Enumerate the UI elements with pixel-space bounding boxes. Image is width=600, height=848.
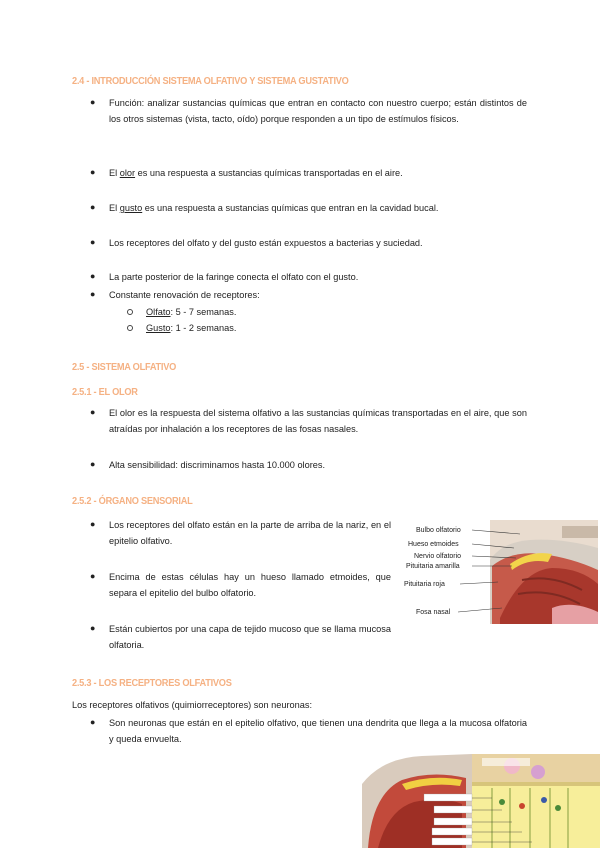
olfactory-receptors-figure	[362, 754, 600, 848]
sub-bullet-olfato	[146, 304, 236, 320]
sub-bullet-gusto	[146, 320, 236, 336]
intro-bullet-funcion: Función: analizar sustancias químicas que entran en contacto con nuestro cuerpo; están distintos de los otros sistemas (vista, tacto, oído) porque responden a un tipo de estímulos físicos.	[109, 98, 527, 124]
bullet-dot: ●	[90, 237, 96, 247]
text: es una respuesta a sustancias químicas transportadas en el aire.	[135, 168, 403, 178]
intro-bullet-gusto	[109, 200, 527, 216]
organo-bullet-etmoides: Encima de estas células hay un hueso llamado etmoides, que separa el epitelio del bulbo olfatorio.	[109, 572, 391, 598]
organo-bullet-receptores: Los receptores del olfato están en la parte de arriba de la nariz, en el epitelio olfativo.	[109, 520, 391, 546]
underlined-term: gusto	[119, 203, 143, 213]
heading-2-5-2: 2.5.2 - ÓRGANO SENSORIAL	[72, 495, 193, 507]
intro-bullet-faringe: La parte posterior de la faringe conecta el olfato con el gusto.	[109, 272, 359, 282]
text: El	[109, 203, 120, 213]
nasal-anatomy-figure	[402, 520, 598, 624]
bullet-dot: ●	[90, 289, 96, 299]
text: : 5 - 7 semanas.	[170, 307, 237, 317]
intro-bullet-renovacion: Constante renovación de receptores:	[109, 290, 260, 300]
olor-bullet-sensibilidad: Alta sensibilidad: discriminamos hasta 10.000 olores.	[109, 460, 326, 470]
heading-2-5: 2.5 - SISTEMA OLFATIVO	[72, 361, 177, 373]
label-nervio-olfatorio: Nervio olfatorio	[414, 553, 462, 560]
bullet-dot: ●	[90, 407, 96, 417]
sub-bullet-circle	[127, 325, 133, 331]
bullet-dot: ●	[90, 97, 96, 107]
bullet-dot: ●	[90, 459, 96, 469]
label-hueso-etmoides: Hueso etmoides	[408, 541, 459, 548]
label-pituitaria-roja: Pituitaria roja	[404, 581, 445, 588]
bullet-dot: ●	[90, 167, 96, 177]
olor-bullet-respuesta: El olor es la respuesta del sistema olfativo a las sustancias químicas transportadas en el aire, que son atraídas por inhalación a los receptores de las fosas nasales.	[109, 408, 527, 434]
receptores-bullet-neuronas: Son neuronas que están en el epitelio olfativo, que tienen una dendrita que llega a la mucosa olfatoria y queda envuelta.	[109, 718, 527, 744]
organo-bullet-mucosa: Están cubiertos por una capa de tejido mucoso que se llama mucosa olfatoria.	[109, 624, 391, 650]
sub-bullet-circle	[127, 309, 133, 315]
text: es una respuesta a sustancias químicas que entran en la cavidad bucal.	[142, 203, 439, 213]
bullet-dot: ●	[90, 271, 96, 281]
intro-bullet-receptores: Los receptores del olfato y del gusto están expuestos a bacterias y suciedad.	[109, 238, 423, 248]
heading-2-5-1: 2.5.1 - EL OLOR	[72, 386, 138, 398]
underlined-term: olor	[119, 168, 136, 178]
heading-2-4: 2.4 - INTRODUCCIÓN SISTEMA OLFATIVO Y SISTEMA GUSTATIVO	[72, 75, 349, 87]
text: El	[109, 168, 120, 178]
bullet-dot: ●	[90, 571, 96, 581]
label-pituitaria-amarilla: Pituitaria amarilla	[406, 563, 460, 570]
text: : 1 - 2 semanas.	[170, 323, 237, 333]
label-fosa-nasal: Fosa nasal	[416, 609, 451, 616]
intro-bullet-olor	[109, 165, 527, 181]
label-bulbo-olfatorio: Bulbo olfatorio	[416, 527, 461, 534]
bullet-dot: ●	[90, 623, 96, 633]
underlined-term: Gusto	[146, 323, 171, 333]
bullet-dot: ●	[90, 519, 96, 529]
underlined-term: Olfato	[146, 307, 171, 317]
bullet-dot: ●	[90, 202, 96, 212]
heading-2-5-3: 2.5.3 - LOS RECEPTORES OLFATIVOS	[72, 677, 232, 689]
receptores-intro: Los receptores olfativos (quimiorreceptores) son neuronas:	[72, 700, 313, 710]
bullet-dot: ●	[90, 717, 96, 727]
